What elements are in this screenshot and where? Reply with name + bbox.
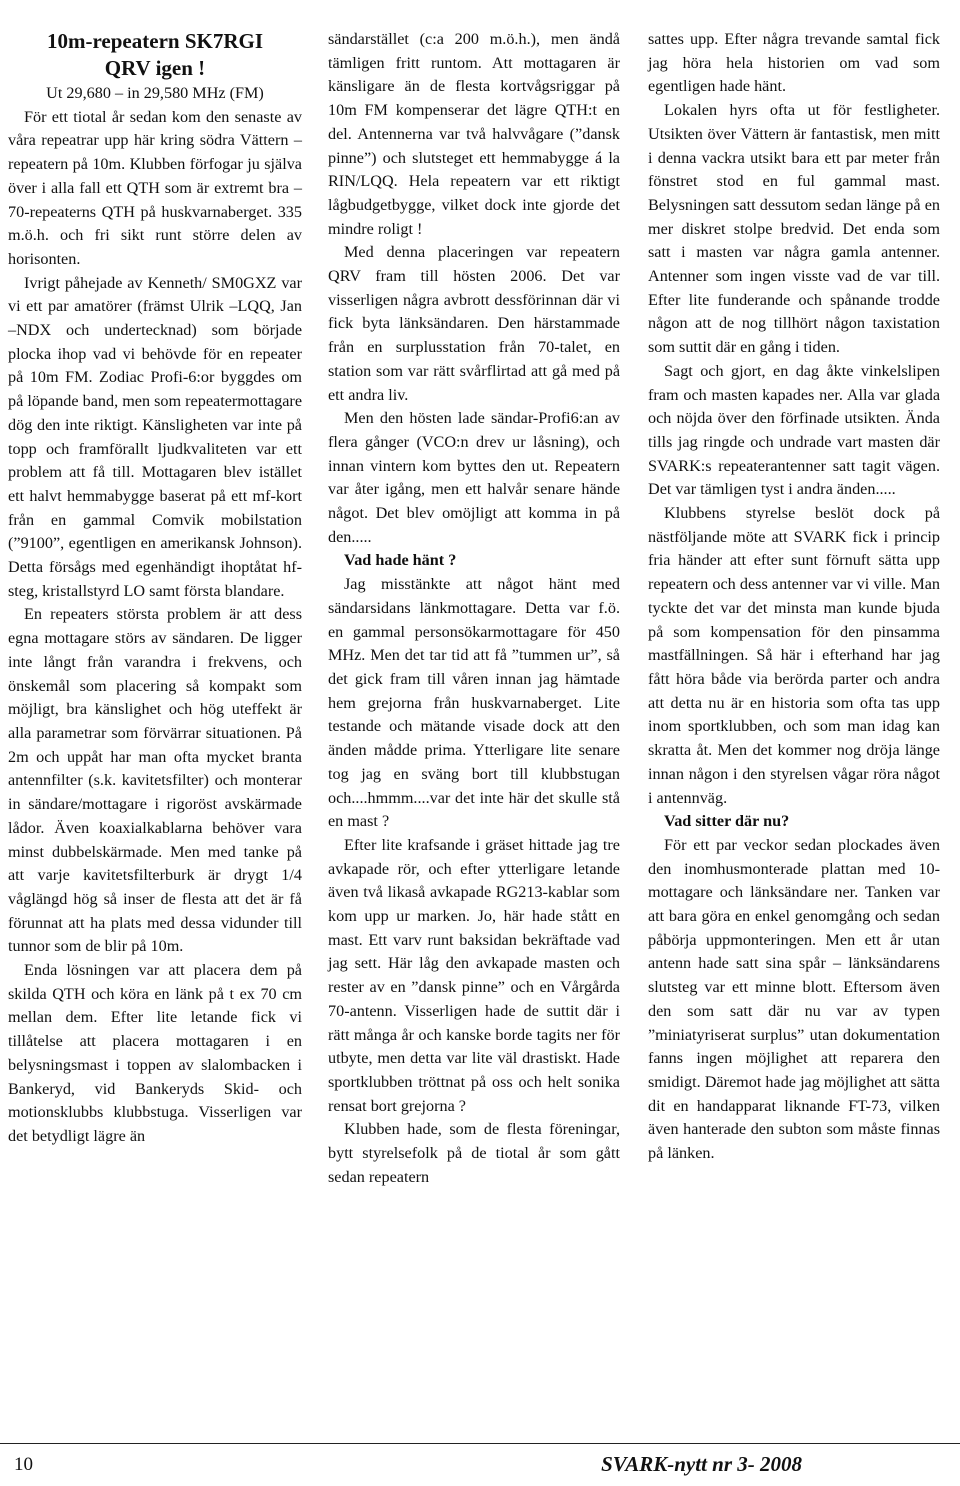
paragraph: sändarstället (c:a 200 m.ö.h.), men ändå tämligen fritt runtom. Att mottagaren är känsligare än de flesta kortvågsriggar på 10m FM kompenserar det lägre QTH:t en del. Antennerna var två halvvågare (”dansk pinne”) och slutsteget ett hemmabygge á la RIN/LQQ. Hela repeatern var ett riktigt lågbudgetbygge, vilket dock inte gjorde det mindre roligt !: [328, 30, 620, 238]
paragraph: En repeaters största problem är att dess egna mottagare störs av sändaren. De ligger inte långt från varandra i frekvens, och önskemål som placering så kompakt som möjligt, bra känslighet och hög uteffekt är alla parametrar som förvärrar situationen. På 2m och uppåt har man ofta mycket branta antennfilter (s.k. kavitetsfilter) och monterar in sändare/mottagare i rigoröst avskärmade lådor. Även koaxialkablarna behöver vara minst dubbelskärmade. Men med tanke på att varje kavitetsfilterburk är drygt 1/4 våglängd hög så inser de flesta att det är få förunnat att ha plats med dessa vidunder till tunnor som de blir på 10m.: [8, 605, 302, 956]
article-title: [8, 28, 302, 82]
footer-divider: [0, 1443, 960, 1444]
paragraph: För ett tiotal år sedan kom den senaste av våra repeatrar upp här kring södra Vättern – repeatern på 10m. Klubben förfogar ju själva över i alla fall ett QTH som är extremt bra – 70-repeaterns QTH på huskvarnaberget. 335 m.ö.h. och fri sikt runt större delen av horisonten.: [8, 107, 302, 268]
article-column-2: [328, 28, 620, 1189]
article-column-1: [8, 28, 302, 1149]
section-heading: Vad sitter där nu?: [664, 812, 790, 831]
article-title-line-1: 10m-repeatern SK7RGI: [47, 29, 263, 53]
publication-footer: SVARK-nytt nr 3- 2008: [601, 1452, 802, 1476]
paragraph: Lokalen hyrs ofta ut för festligheter. Utsikten över Vättern är fantastisk, men mitt i denna vackra utsikt bara ett par meter från fönstret stod en ful gammal mast. Belysningen satt dessutom sedan länge på en mer diskret stolpe bredvid. Det enda som satt i masten var några gamla antenner. Antenner som ingen visste vad de var till. Efter lite funderande och spånande trodde någon att de nog tillhört någon taxistation som suttit där en gång i tiden.: [648, 101, 940, 357]
section-heading: Vad hade hänt ?: [344, 551, 457, 570]
paragraph: Ivrigt påhejade av Kenneth/ SM0GXZ var vi ett par amatörer (främst Ulrik –LQQ, Jan –NDX och undertecknad) som började plocka ihop vad vi behövde för en repeater på 10m FM. Zodiac Profi-6:or byggdes om på löpande band, men som repeatermottagare dög den inte riktigt. Känsligheten var inte på topp och framförallt ljudkvaliteten var ett problem att få till. Mottagaren blev istället ett halvt hemmabygge baserat på ett mf-kort från en gammal Comvik mobilstation (”9100”, egentligen en amerikansk Johnson). Detta försågs med egenhändigt ihoptåtat hf-steg, kristallstyrd LO samt första blandare.: [8, 273, 302, 600]
article-title-line-2: QRV igen !: [104, 56, 206, 80]
paragraph: Jag misstänkte att något hänt med sändarsidans länkmottagare. Detta var f.ö. en gammal personsökarmottagare för 450 MHz. Men det tar tid att få ”tummen ur”, så det gick fram till våren innan jag hämtade hem grejorna från huskvarnaberget. Lite testande och mätande visade dock att den änden mådde prima. Ytterligare lite senare tog jag en sväng bort till klubbstugan och....hmmm....var det inte här det skulle stå en mast ?: [328, 575, 620, 831]
article-column-3: [648, 28, 940, 1166]
paragraph: Sagt och gjort, en dag åkte vinkelslipen fram och masten kapades ner. Alla var glada och nöjda över den förfinade utsikten. Ända tills jag ringde och undrade vart masten där SVARK:s repeaterantenner satt tagit vägen. Det var tämligen tyst i andra änden.....: [648, 361, 940, 499]
paragraph: sattes upp. Efter några trevande samtal fick jag höra hela historien om vad som egentligen hade hänt.: [648, 30, 940, 96]
paragraph: Efter lite krafsande i gräset hittade jag tre avkapade rör, och efter ytterligare letande även två likaså avkapade RG213-kablar som kom upp ur marken. Jo, här hade stått en mast. Ett varv runt baksidan bekräftade vad jag sett. Här låg den avkapade masten och rester av en ”dansk pinne” och en Vårgårda 70-antenn. Visserligen hade de suttit där i rätt många år och kanske borde tagits ner för utbyte, men detta var lite väl drastiskt. Hade sportklubben tröttnat på oss och helt sonika rensat bort grejorna ?: [328, 835, 620, 1115]
paragraph: Klubbens styrelse beslöt dock på nästföljande möte att SVARK fick i princip fria händer att efter sunt förnuft sätta upp repeatern och dess antenner var vi ville. Man tyckte det var det minsta man kunde bjuda på som kompensation för den pinsamma mastfällningen. Så här i efterhand har jag fått höra både via berörda parter och andra att detta nu är en historia som ofta tas upp inom sportklubben, och som man idag kan skratta åt. Men det kommer nog dröja länge innan någon i den styrelsen vågar röra något i antennväg.: [648, 504, 940, 807]
paragraph: För ett par veckor sedan plockades även den inomhusmonterade plattan med 10-mottagare och länksändare ner. Tanken var att bara göra en enkel genomgång och sedan påbörja uppmonteringen. Men ett år utan antenn hade satt sina spår – länksändarens slutsteg var ett minne blott. Eftersom även den som satt där nu var av typen ”miniatyriserat surplus” utan dokumentation fanns ingen möjlighet att reparera den smidigt. Däremot hade jag möjlighet att sätta dit en handapparat liknande FT-73, vilken även hanterade den subton som måste finnas på länken.: [648, 835, 940, 1163]
page-number: 10: [14, 1454, 33, 1475]
frequency-line: Ut 29,680 – in 29,580 MHz (FM): [46, 84, 264, 102]
paragraph: Men den hösten lade sändar-Profi6:an av flera gånger (VCO:n drev ur låsning), och innan vintern kom byttes den ut. Repeatern var åter igång, men ett halvår senare hände något. Det blev omöjligt att komma in på den.....: [328, 409, 620, 546]
paragraph: Enda lösningen var att placera dem på skilda QTH och köra en länk på t ex 70 cm mellan dem. Efter lite letande fick vi tillåtelse att placera mottagaren i en belysningsmast i toppen av slalombacken i Bankeryd, vid Bankeryds Skid- och motionsklubbs klubbstuga. Visserligen var det betydligt lägre än: [8, 961, 302, 1145]
paragraph: Med denna placeringen var repeatern QRV fram till hösten 2006. Det var visserligen några avbrott dessförinnan där vi fick byta länksändaren. Den härstammade från en surplusstation från 70-talet, en station som var rätt svårflirtad att gå med på ett andra liv.: [328, 243, 620, 404]
paragraph: Klubben hade, som de flesta föreningar, bytt styrelsefolk på de tiotal år som gått sedan repeatern: [328, 1120, 620, 1186]
